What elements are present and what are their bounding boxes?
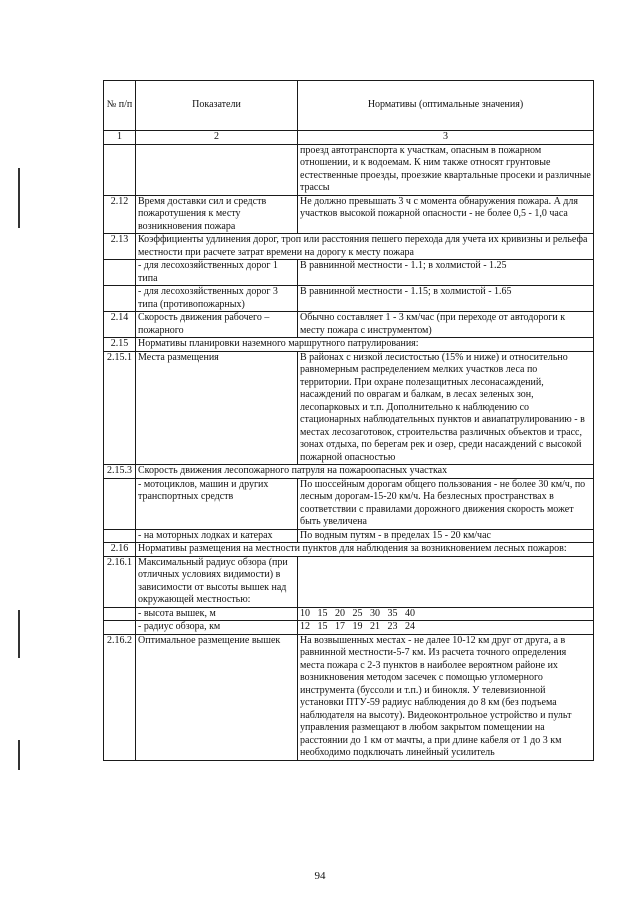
merged-indicator-cell: Нормативы размещения на местности пунктов для наблюдения за возникновением лесных пожаров: (136, 543, 594, 557)
row-number: 2.13 (104, 234, 136, 260)
table-row (104, 556, 594, 607)
norm-cell: Обычно составляет 1 - 3 км/час (при переходе от автодороги к месту пожара с инструментом) (298, 312, 594, 338)
row-number (104, 286, 136, 312)
norm-cell: 12 15 17 19 21 23 24 (298, 621, 594, 635)
column-index: 2 (136, 131, 298, 145)
scan-edge-mark (18, 740, 20, 770)
row-number: 2.16 (104, 543, 136, 557)
row-number (104, 260, 136, 286)
norm-cell: 10 15 20 25 30 35 40 (298, 607, 594, 621)
column-index-row (104, 131, 594, 145)
header-norm: Нормативы (оптимальные значения) (298, 81, 594, 131)
table-row (104, 351, 594, 465)
table-row (104, 234, 594, 260)
column-index: 3 (298, 131, 594, 145)
norm-cell: Не должно превышать 3 ч с момента обнаружения пожара. А для участков высокой пожарной опасности - не более 0,5 - 1,0 часа (298, 195, 594, 234)
table-row (104, 312, 594, 338)
table-row (104, 338, 594, 352)
row-number (104, 529, 136, 543)
row-number (104, 607, 136, 621)
indicator-cell: Время доставки сил и средств пожаротушения к месту возникновения пожара (136, 195, 298, 234)
table-row (104, 607, 594, 621)
indicator-cell: - для лесохозяйственных дорог 3 типа (противопожарных) (136, 286, 298, 312)
indicator-cell: Скорость движения рабочего – пожарного (136, 312, 298, 338)
norm-cell: В районах с низкой лесистостью (15% и ниже) и относительно равномерным распределением мелких участков леса по территории. При охране полезащитных лесонасаждений, насаждений по оврагам и балкам, в лесах зеленых зон, лесопарковых и т.п. Дополнительно к наблюдению со стационарных наблюдательных пунктов и авиапатрулированию - в местах лесозаготовок, строительства различных объектов и трасс, зонах отдыха, по берегам рек и озер, среди насаждений с высокой пожарной опасностью (298, 351, 594, 465)
norm-cell: По шоссейным дорогам общего пользования - не более 30 км/ч, по лесным дорогам-15-20 км/ч. На безлесных пространствах в соответствии с правилами дорожного движения скорость может быть увеличена (298, 478, 594, 529)
table-row (104, 260, 594, 286)
row-number: 2.16.1 (104, 556, 136, 607)
row-number: 2.12 (104, 195, 136, 234)
column-index: 1 (104, 131, 136, 145)
row-number (104, 621, 136, 635)
norm-cell: По водным путям - в пределах 15 - 20 км/час (298, 529, 594, 543)
row-number: 2.16.2 (104, 634, 136, 760)
indicator-cell: Места размещения (136, 351, 298, 465)
norm-cell: проезд автотранспорта к участкам, опасным в пожарном отношении, и к водоемам. К ним также относят грунтовые естественные проезды, проезжие квартальные просеки и различные трассы (298, 144, 594, 195)
header-indicator: Показатели (136, 81, 298, 131)
merged-indicator-cell: Нормативы планировки наземного маршрутного патрулирования: (136, 338, 594, 352)
indicator-cell: - радиус обзора, км (136, 621, 298, 635)
table-row (104, 144, 594, 195)
merged-indicator-cell: Скорость движения лесопожарного патруля на пожароопасных участках (136, 465, 594, 479)
norm-cell: В равнинной местности - 1.1; в холмистой - 1.25 (298, 260, 594, 286)
row-number: 2.15.1 (104, 351, 136, 465)
row-number (104, 478, 136, 529)
row-number: 2.14 (104, 312, 136, 338)
table-row (104, 543, 594, 557)
scan-edge-mark (18, 610, 20, 658)
table-row (104, 634, 594, 760)
row-number: 2.15.3 (104, 465, 136, 479)
header-number: № п/п (104, 81, 136, 131)
row-number: 2.15 (104, 338, 136, 352)
table-header-row (104, 81, 594, 131)
table-row (104, 621, 594, 635)
scan-edge-mark (18, 168, 20, 228)
table-row (104, 529, 594, 543)
indicator-cell: Максимальный радиус обзора (при отличных условиях видимости) в зависимости от высоты вышек над окружающей местностью: (136, 556, 298, 607)
indicator-cell: - мотоциклов, машин и других транспортных средств (136, 478, 298, 529)
indicator-cell (136, 144, 298, 195)
norms-table (103, 80, 594, 761)
page-number: 94 (314, 870, 326, 882)
indicator-cell: Оптимальное размещение вышек (136, 634, 298, 760)
table-row (104, 465, 594, 479)
norm-cell: На возвышенных местах - не далее 10-12 км друг от друга, а в равнинной местности-5-7 км. Из расчета точного определения места пожара с 2-3 пунктов в наиболее вероятном районе их возникновения методом засечек с помощью угломерного инструмента (буссоли и т.п.) и бинокля. У телевизионной установки ПТУ-59 радиус наблюдения до 8 км (без подъема наблюдателя на высоту). Видеоконтрольное устройство и пульт управления размещают в любом закрытом помещении на расстоянии до 1 км от мачты, а при длине кабеля от 1 до 3 км необходимо подключать линейный усилитель (298, 634, 594, 760)
row-number (104, 144, 136, 195)
table-row (104, 286, 594, 312)
norm-cell: В равнинной местности - 1.15; в холмистой - 1.65 (298, 286, 594, 312)
indicator-cell: - для лесохозяйственных дорог 1 типа (136, 260, 298, 286)
indicator-cell: - на моторных лодках и катерах (136, 529, 298, 543)
table-row (104, 195, 594, 234)
indicator-cell: - высота вышек, м (136, 607, 298, 621)
norm-cell (298, 556, 594, 607)
merged-indicator-cell: Коэффициенты удлинения дорог, троп или расстояния пешего перехода для учета их кривизны и рельефа местности при расчете затрат времени на дорогу к месту пожара (136, 234, 594, 260)
norms-table-body (104, 81, 594, 761)
table-row (104, 478, 594, 529)
